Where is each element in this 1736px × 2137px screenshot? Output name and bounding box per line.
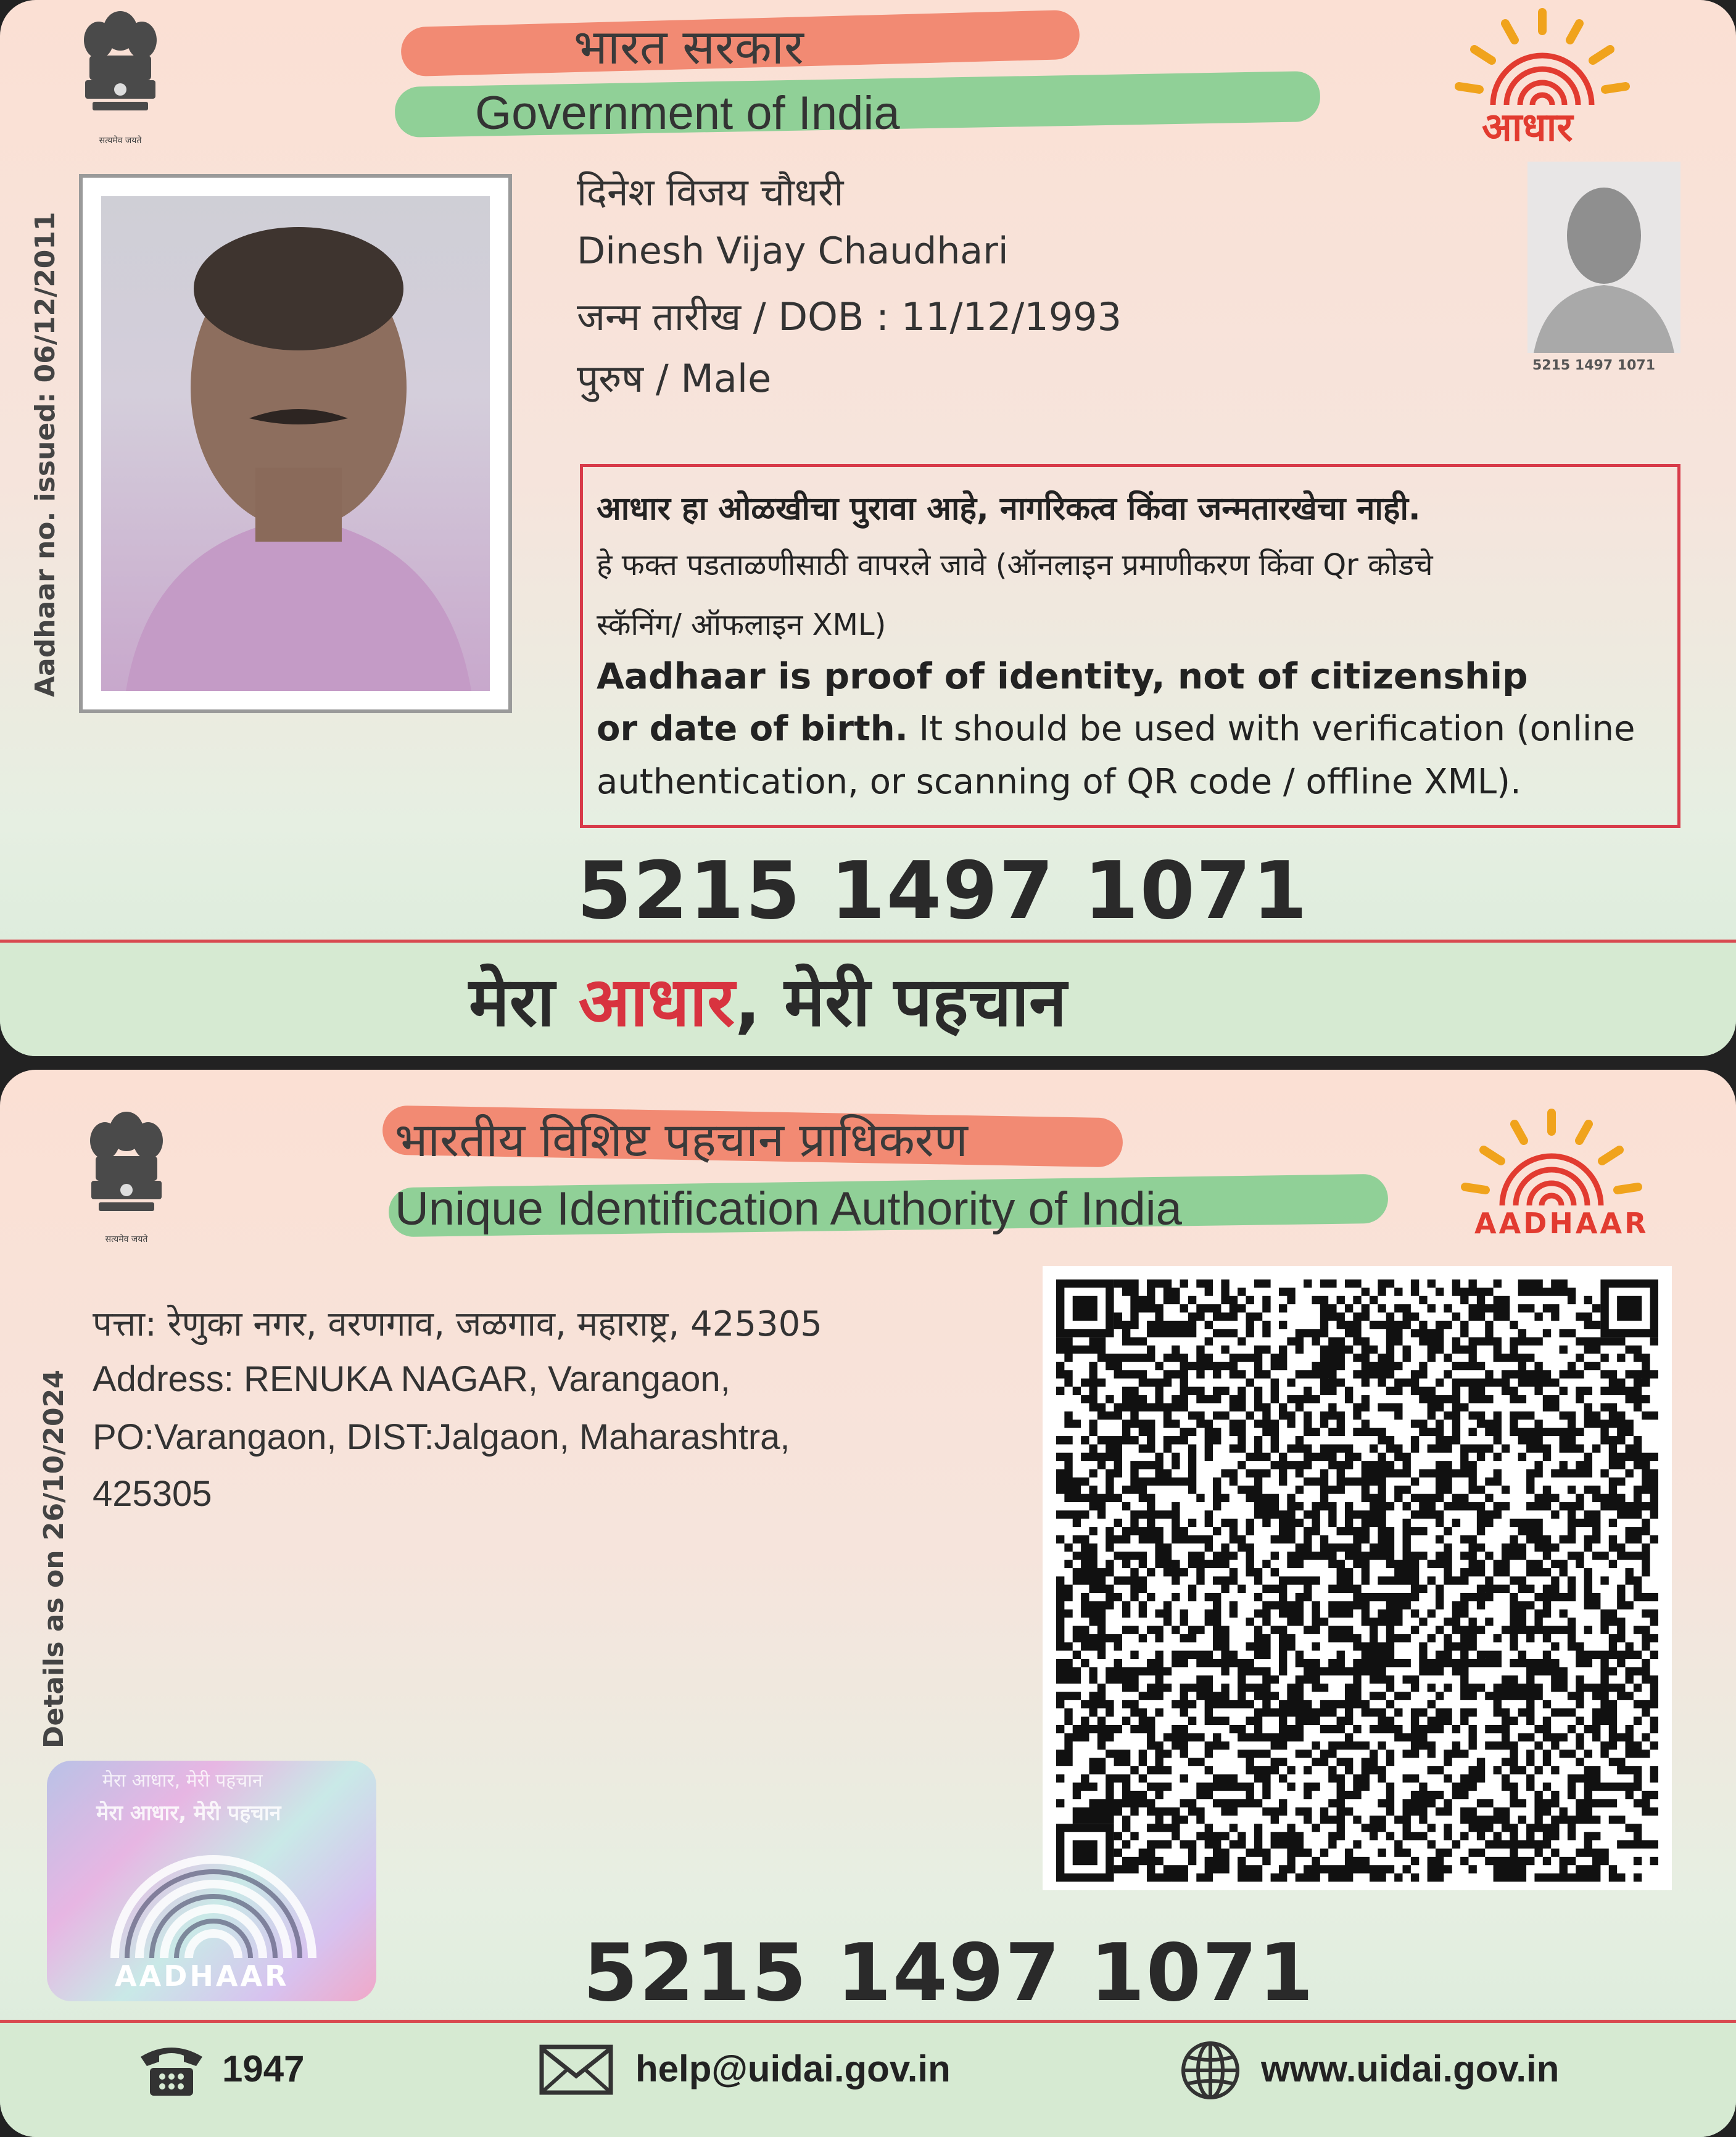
- name-english: Dinesh Vijay Chaudhari: [577, 229, 1009, 273]
- website-link[interactable]: www.uidai.gov.in: [1261, 2048, 1560, 2089]
- notice-english-line-3: authentication, or scanning of QR code / offline XML).: [597, 762, 1521, 802]
- national-emblem-icon: [68, 6, 173, 148]
- hologram-text-2: मेरा आधार, मेरी पहचान: [96, 1801, 281, 1825]
- gender: पुरुष / Male: [577, 356, 772, 401]
- aadhaar-logo-label: आधार: [1482, 105, 1573, 151]
- address-english-line-1: Address: RENUKA NAGAR, Varangaon,: [93, 1359, 730, 1399]
- slogan-suffix: , मेरी पहचान: [735, 962, 1067, 1041]
- header-english: Government of India: [475, 87, 900, 139]
- portrait-silhouette: [101, 196, 490, 691]
- notice-hindi-line-3: स्कॅनिंग/ ऑफलाइन XML): [597, 608, 887, 642]
- notice-english-line-2: [597, 709, 1635, 749]
- aadhaar-logo-label: AADHAAR: [1474, 1207, 1649, 1240]
- national-emblem-icon: [74, 1107, 179, 1249]
- emblem-caption: सत्यमेव जयते: [105, 1234, 148, 1244]
- notice-english-line-1: Aadhaar is proof of identity, not of citizenship: [597, 655, 1528, 697]
- slogan: [469, 953, 1067, 1046]
- aadhaar-hologram: [47, 1761, 376, 2001]
- qr-finder-pattern: [1600, 1279, 1658, 1337]
- fingerprint-sun-icon: [1450, 1107, 1653, 1212]
- helpline-number[interactable]: 1947: [222, 2048, 305, 2089]
- address-english-line-3: 425305: [93, 1474, 212, 1514]
- help-email-link[interactable]: help@uidai.gov.in: [635, 2048, 951, 2089]
- name-hindi: दिनेश विजय चौधरी: [577, 170, 844, 215]
- issue-date-vertical: Aadhaar no. issued: 06/12/2011: [30, 212, 61, 697]
- header-english: Unique Identification Authority of India: [395, 1183, 1182, 1235]
- email-icon: [539, 2042, 613, 2098]
- notice-english-line-2-bold: or date of birth.: [597, 709, 908, 749]
- ghost-photo: [1527, 162, 1680, 353]
- slogan-prefix: मेरा: [469, 962, 579, 1041]
- notice-english-line-2-rest: It should be used with verification (online: [907, 709, 1635, 749]
- details-date-vertical: Details as on 26/10/2024: [38, 1370, 70, 1748]
- holder-photo: [79, 174, 512, 713]
- hologram-label: AADHAAR: [115, 1959, 289, 1993]
- legal-notice-box: [580, 464, 1680, 828]
- notice-hindi-line-2: हे फक्त पडताळणीसाठी वापरले जावे (ऑनलाइन प्रमाणीकरण किंवा Qr कोडचे: [597, 548, 1433, 582]
- header-hindi: भारतीय विशिष्ट पहचान प्राधिकरण: [395, 1112, 968, 1167]
- qr-modules: [1056, 1279, 1658, 1882]
- header-hindi: भारत सरकार: [574, 20, 804, 75]
- notice-hindi-line-1: आधार हा ओळखीचा पुरावा आहे, नागरिकत्व किंवा जन्मतारखेचा नाही.: [597, 490, 1421, 527]
- aadhaar-logo: [1450, 6, 1635, 151]
- qr-finder-pattern: [1056, 1279, 1114, 1337]
- qr-code[interactable]: [1043, 1266, 1672, 1890]
- aadhaar-number: 5215 1497 1071: [577, 845, 1308, 937]
- emblem-caption: सत्यमेव जयते: [99, 136, 142, 146]
- phone-icon: [134, 2038, 209, 2100]
- fingerprint-sun-icon: [1450, 6, 1635, 111]
- aadhaar-logo: [1450, 1107, 1653, 1249]
- slogan-aadhaar: आधार: [578, 962, 735, 1041]
- qr-finder-pattern: [1056, 1824, 1114, 1882]
- qr-code-pattern: [1043, 1266, 1672, 1890]
- hologram-text-1: मेरा आधार, मेरी पहचान: [102, 1770, 263, 1792]
- aadhaar-number: 5215 1497 1071: [583, 1927, 1315, 2019]
- ghost-photo-number: 5215 1497 1071: [1532, 358, 1656, 373]
- address-english-line-2: PO:Varangaon, DIST:Jalgaon, Maharashtra,: [93, 1417, 790, 1457]
- aadhaar-card-front: [0, 0, 1736, 1056]
- date-of-birth: जन्म तारीख / DOB : 11/12/1993: [577, 294, 1122, 339]
- globe-icon: [1180, 2040, 1241, 2101]
- address-hindi: पत्ता: रेणुका नगर, वरणगाव, जळगाव, महाराष्ट्र, 425305: [93, 1304, 822, 1344]
- aadhaar-card-back: [0, 1070, 1736, 2137]
